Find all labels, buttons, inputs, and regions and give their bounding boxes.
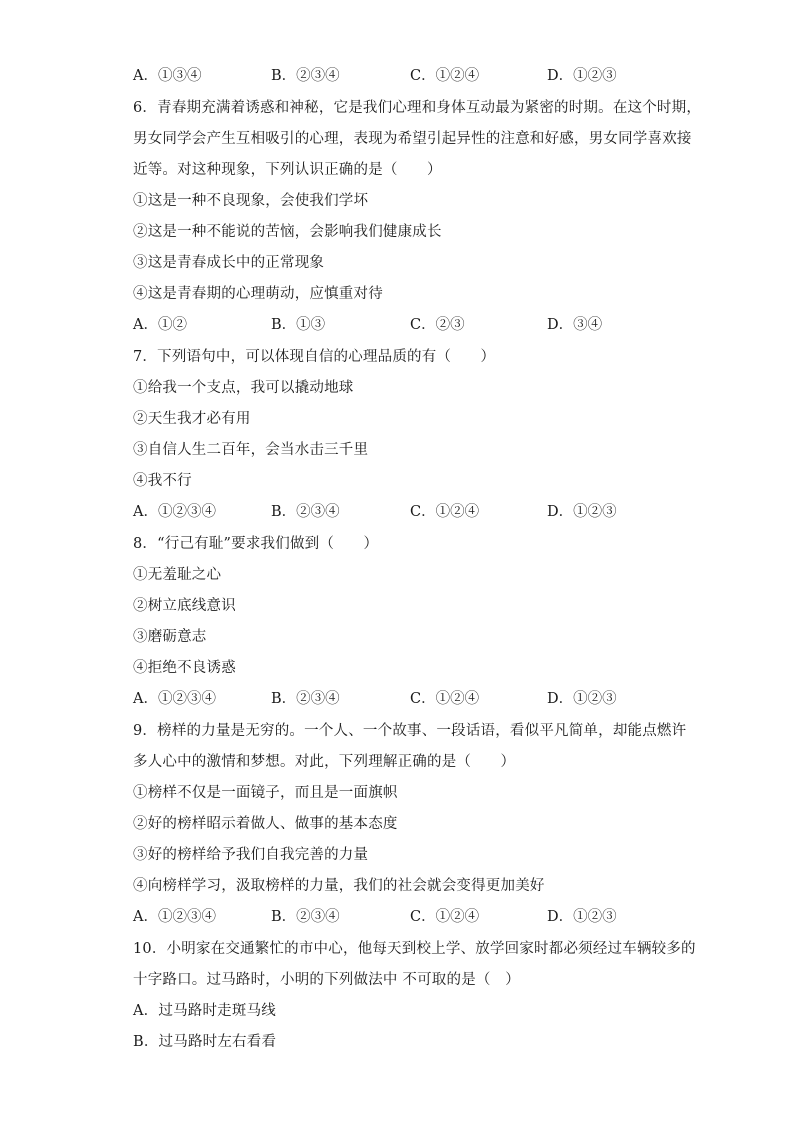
q9-item-4: ④向榜样学习，汲取榜样的力量，我们的社会就会变得更加美好 [133,878,545,894]
q5-option-b: B．②③④ [271,68,340,84]
q8-option-a: A．①②③④ [133,691,216,707]
q9-item-3: ③好的榜样给予我们自我完善的力量 [133,847,369,863]
q6-option-a: A．①② [133,317,187,333]
q9-stem-line-2: 多人心中的激情和梦想。对此，下列理解正确的是（ ） [133,754,516,770]
q5-option-c: C．①②④ [410,68,480,84]
q7-option-b: B．②③④ [271,504,340,520]
q7-stem-line-1: 7．下列语句中，可以体现自信的心理品质的有（ ） [133,349,496,365]
q10-option-b: B．过马路时左右看看 [133,1034,277,1050]
q9-option-c: C．①②④ [410,909,480,925]
q7-options [133,502,693,522]
q8-option-b: B．②③④ [271,691,340,707]
q7-option-d: D．①②③ [547,504,617,520]
q6-option-c: C．②③ [410,317,465,333]
q6-option-b: B．①③ [271,317,326,333]
q6-item-1: ①这是一种不良现象，会使我们学坏 [133,193,369,209]
q8-item-1: ①无羞耻之心 [133,567,222,583]
q8-option-d: D．①②③ [547,691,617,707]
q9-option-b: B．②③④ [271,909,340,925]
q9-option-a: A．①②③④ [133,909,216,925]
q9-options [133,907,693,927]
q8-option-c: C．①②④ [410,691,480,707]
q6-item-4: ④这是青春期的心理萌动，应慎重对待 [133,286,383,302]
q10-option-a: A．过马路时走斑马线 [133,1003,276,1019]
q8-item-2: ②树立底线意识 [133,598,236,614]
q9-stem-line-1: 9．榜样的力量是无穷的。一个人、一个故事、一段话语，看似平凡简单，却能点燃许 [133,723,687,739]
q7-item-2: ②天生我才必有用 [133,411,251,427]
q8-item-4: ④拒绝不良诱惑 [133,660,236,676]
q8-options [133,689,693,709]
q7-item-1: ①给我一个支点，我可以撬动地球 [133,380,354,396]
q6-stem-line-2: 男女同学会产生互相吸引的心理，表现为希望引起异性的注意和好感，男女同学喜欢接 [133,131,692,147]
q6-item-3: ③这是青春成长中的正常现象 [133,255,325,271]
q9-option-d: D．①②③ [547,909,617,925]
q6-stem-line-1: 6．青春期充满着诱惑和神秘，它是我们心理和身体互动最为紧密的时期。在这个时期， [133,100,702,116]
q6-item-2: ②这是一种不能说的苦恼，会影响我们健康成长 [133,224,442,240]
q7-option-a: A．①②③④ [133,504,216,520]
q5-option-d: D．①②③ [547,68,617,84]
q8-item-3: ③磨砺意志 [133,629,207,645]
q7-item-4: ④我不行 [133,473,192,489]
q6-stem-line-3: 近等。对这种现象，下列认识正确的是（ ） [133,162,442,178]
q7-item-3: ③自信人生二百年，会当水击三千里 [133,442,369,458]
q8-stem-line-1: 8．“行己有耻”要求我们做到（ ） [133,536,379,552]
q6-option-d: D．③④ [547,317,603,333]
q10-stem-line-2: 十字路口。过马路时，小明的下列做法中 不可取的是（ ） [133,972,521,988]
q5-option-a: A．①③④ [133,68,202,84]
q9-item-2: ②好的榜样昭示着做人、做事的基本态度 [133,816,398,832]
q6-options [133,315,693,335]
q5-options [133,66,693,86]
q10-stem-line-1: 10．小明家在交通繁忙的市中心，他每天到校上学、放学回家时都必须经过车辆较多的 [133,941,696,957]
q7-option-c: C．①②④ [410,504,480,520]
q9-item-1: ①榜样不仅是一面镜子，而且是一面旗帜 [133,785,398,801]
